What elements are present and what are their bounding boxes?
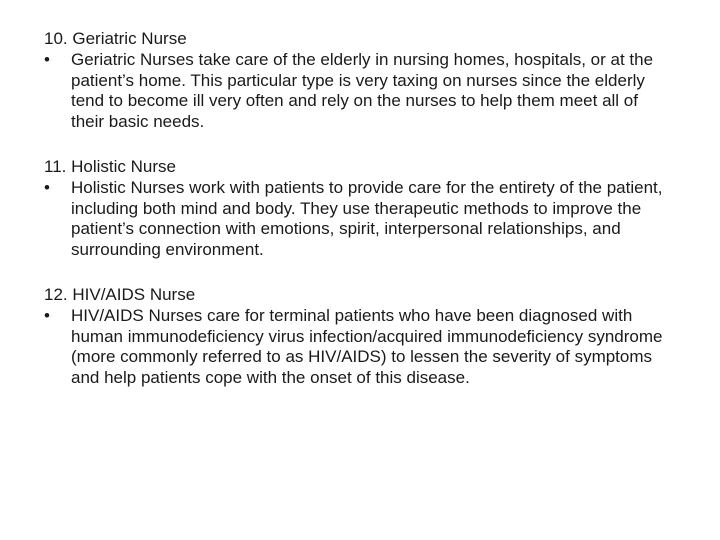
slide-content [44,28,684,412]
section-geriatric-nurse [44,28,684,132]
bullet-text: Holistic Nurses work with patients to provide care for the entirety of the patient, including both mind and body. They use therapeutic methods to improve the patient’s connection with emotions, spirit, interpersonal relationships, and surrounding environment. [71,178,663,259]
bullet-icon: • [44,50,50,69]
section-holistic-nurse [44,156,684,260]
bullet-icon: • [44,306,50,325]
bullet-item [44,306,684,388]
section-heading: 10. Geriatric Nurse [44,29,187,48]
bullet-item [44,178,684,260]
bullet-item [44,50,684,132]
bullet-icon: • [44,178,50,197]
bullet-text: Geriatric Nurses take care of the elderly in nursing homes, hospitals, or at the patient’s home. This particular type is very taxing on nurses since the elderly tend to become ill very often and rely on the nurses to help them meet all of their basic needs. [71,50,654,131]
section-hiv-aids-nurse [44,284,684,388]
section-heading: 11. Holistic Nurse [44,157,176,176]
bullet-text: HIV/AIDS Nurses care for terminal patients who have been diagnosed with human immunodeficiency virus infection/acquired immunodeficiency syndrome (more commonly referred to as HIV/AIDS) to lessen the severity of symptoms and help patients cope with the onset of this disease. [71,306,663,387]
section-heading: 12. HIV/AIDS Nurse [44,285,196,304]
